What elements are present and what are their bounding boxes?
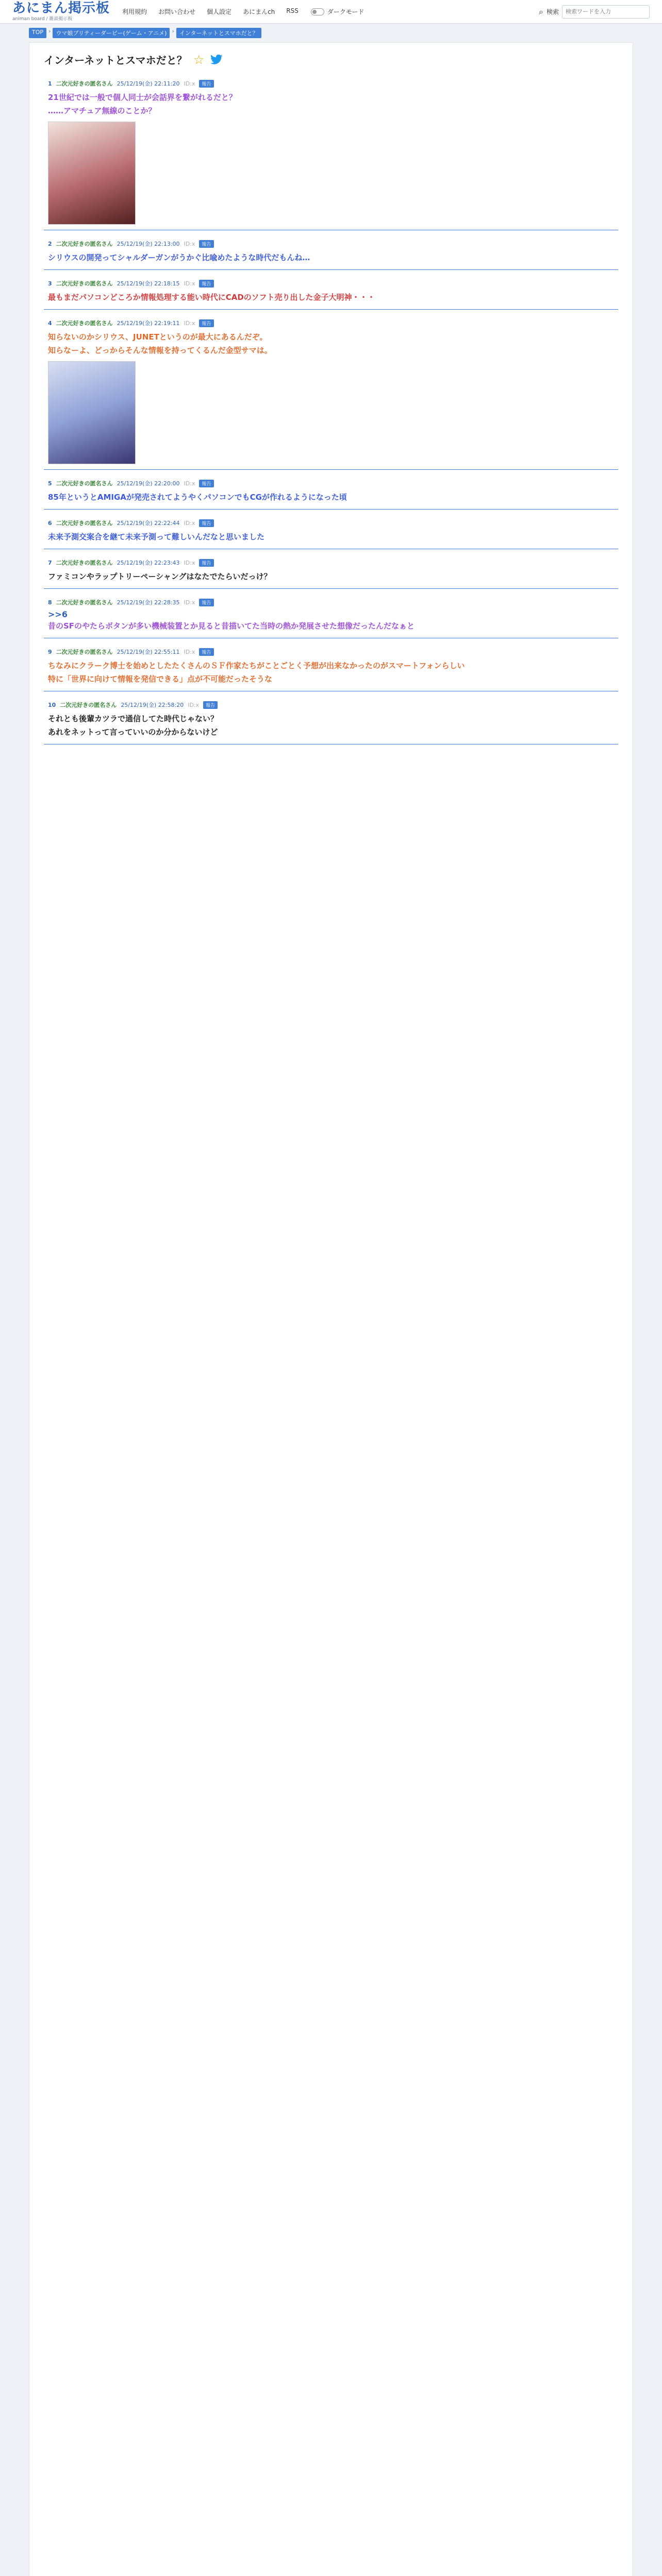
post-author: 二次元好きの匿名さん: [56, 599, 113, 606]
post-id: ID:x: [184, 480, 195, 487]
report-button[interactable]: 報告: [199, 240, 213, 248]
report-button[interactable]: 報告: [199, 480, 213, 487]
post-author: 二次元好きの匿名さん: [56, 649, 113, 655]
post-body: ……アマチュア無線のことか？: [48, 106, 156, 115]
search-icon: ⌕: [539, 6, 543, 16]
post-body: 未来予測交案合を継て未来予測って難しいんだなと思いました: [48, 532, 265, 541]
post-body: 21世紀では一般で個人同士が会話界を繋がれるだと？: [48, 93, 237, 102]
post: [44, 595, 618, 638]
post: [44, 76, 618, 230]
report-button[interactable]: 報告: [199, 559, 213, 567]
post-date: 25/12/19(金) 22:19:11: [117, 320, 180, 327]
post-author: 二次元好きの匿名さん: [56, 520, 113, 527]
post-body: 最もまだパソコンどころか情報処理する能い時代にCADのソフト売り出した金子大明神・・・: [48, 293, 375, 302]
post-id: ID:x: [188, 701, 200, 708]
post-body: ちなみにクラーク博士を始めとしたたくさんのＳＦ作家たちがことごとく予想が出来なかったのがスマートフォンらしい: [48, 661, 465, 670]
post-body: 昔のSFのやたらボタンが多い機械装置とか見ると昔描いてた当時の熱か発展させた想像だったんだなぁと: [48, 621, 415, 631]
post-author: 二次元好きの匿名さん: [56, 241, 113, 247]
post-date: 25/12/19(金) 22:18:15: [117, 280, 180, 287]
post-image[interactable]: [48, 361, 136, 464]
report-button[interactable]: 報告: [199, 80, 213, 88]
post: [44, 236, 618, 270]
post-date: 25/12/19(金) 22:11:20: [117, 80, 180, 87]
post-meta: [48, 79, 614, 88]
post-author: 二次元好きの匿名さん: [56, 280, 113, 287]
report-button[interactable]: 報告: [199, 519, 213, 527]
post-meta: [48, 558, 614, 567]
nav-item-rss[interactable]: RSS: [286, 7, 299, 14]
post-number[interactable]: 5: [48, 480, 52, 487]
post-id: ID:x: [184, 648, 195, 655]
post-date: 25/12/19(金) 22:23:43: [117, 560, 180, 566]
post-id: ID:x: [184, 519, 195, 527]
nav-item-contact[interactable]: お問い合わせ: [158, 8, 196, 15]
post-author: 二次元好きの匿名さん: [56, 320, 113, 327]
post-body: あれをネットって言っていいのか分からないけど: [48, 727, 218, 737]
report-button[interactable]: 報告: [199, 280, 213, 287]
post-date: 25/12/19(金) 22:22:44: [117, 520, 180, 527]
post-number[interactable]: 2: [48, 240, 52, 247]
post-meta: [48, 319, 614, 327]
post-meta: [48, 479, 614, 487]
post-body: ファミコンやラップトリーペーシャングはなたでたらいだっけ？: [48, 572, 272, 581]
search-input[interactable]: [562, 5, 650, 19]
nav-item-settings[interactable]: 個人設定: [207, 8, 232, 15]
post-meta: [48, 279, 614, 287]
post: [44, 516, 618, 549]
post: [44, 698, 618, 744]
breadcrumb-top[interactable]: TOP: [29, 28, 46, 38]
post-author: 二次元好きの匿名さん: [56, 480, 113, 487]
breadcrumb-thread[interactable]: インターネットとスマホだと？: [176, 28, 261, 38]
post: [44, 645, 618, 691]
post-meta: [48, 240, 614, 248]
search-label: 検索: [546, 8, 559, 15]
top-nav: [122, 7, 299, 16]
breadcrumb-separator: ›: [48, 28, 51, 35]
post: [44, 476, 618, 510]
post-meta: [48, 648, 614, 656]
post-meta: [48, 598, 614, 606]
post-body: それとも後輩カツラで通信してた時代じゃない？: [48, 714, 219, 723]
post-author: 二次元好きの匿名さん: [56, 560, 113, 566]
twitter-icon[interactable]: [210, 55, 223, 65]
post-body: 知らなーよ、どっからそんな情報を持ってくるんだ金型サマは。: [48, 346, 272, 355]
post-number[interactable]: 7: [48, 559, 52, 566]
logo-subtext: animan board / 雑談掲示板: [12, 16, 73, 22]
breadcrumb-separator: ›: [172, 28, 174, 35]
post-meta: [48, 701, 614, 709]
post-id: ID:x: [184, 240, 195, 247]
logo[interactable]: [12, 2, 110, 22]
post-number[interactable]: 4: [48, 319, 52, 327]
post-date: 25/12/19(金) 22:28:35: [117, 599, 180, 606]
report-button[interactable]: 報告: [203, 701, 218, 709]
report-button[interactable]: 報告: [199, 599, 213, 606]
post-number[interactable]: 8: [48, 599, 52, 606]
breadcrumb-category[interactable]: ウマ娘プリティーダービー(ゲーム・アニメ): [53, 28, 170, 38]
post-id: ID:x: [184, 559, 195, 566]
report-button[interactable]: 報告: [199, 319, 213, 327]
post-author: 二次元好きの匿名さん: [60, 702, 117, 708]
post-number[interactable]: 1: [48, 80, 52, 87]
toggle-switch[interactable]: [311, 8, 324, 15]
post-id: ID:x: [184, 599, 195, 606]
thread-title-row: [44, 52, 618, 67]
breadcrumb: [0, 24, 662, 40]
post-body: 知らないのかシリウス、JUNETというのが最大にあるんだぞ。: [48, 332, 268, 342]
page-title: インターネットとスマホだと？: [44, 54, 187, 66]
dark-mode-label: ダークモード: [327, 8, 365, 15]
post-number[interactable]: 9: [48, 648, 52, 655]
post: [44, 316, 618, 470]
post-date: 25/12/19(金) 22:20:00: [117, 480, 180, 487]
post-number[interactable]: 6: [48, 519, 52, 527]
nav-item-terms[interactable]: 利用規約: [122, 8, 147, 15]
post-id: ID:x: [184, 319, 195, 327]
post-body: シリウスの開発ってシャルダーガンがうかぐ比喩めたような時代だもんね…: [48, 253, 310, 262]
post: [44, 555, 618, 589]
post-body: 85年というとAMIGAが発売されてようやくパソコンでもCGが作れるようになった頃: [48, 493, 347, 502]
post-number[interactable]: 3: [48, 280, 52, 287]
thread-page: [29, 42, 633, 2576]
post-id: ID:x: [184, 280, 195, 287]
reply-anchor[interactable]: >>6: [48, 609, 68, 619]
post-id: ID:x: [184, 80, 195, 87]
post: [44, 276, 618, 310]
post-author: 二次元好きの匿名さん: [56, 80, 113, 87]
post-body: 特に「世界に向けて情報を発信できる」点が不可能だったそうな: [48, 674, 273, 684]
search-area: [539, 5, 650, 19]
post-meta: [48, 519, 614, 527]
nav-item-animanch[interactable]: あにまんch: [243, 8, 275, 15]
post-image[interactable]: [48, 122, 136, 225]
post-date: 25/12/19(金) 22:13:00: [117, 241, 180, 247]
favorite-star-icon[interactable]: ☆: [193, 52, 205, 67]
post-number[interactable]: 10: [48, 701, 56, 708]
site-header: [0, 0, 662, 24]
logo-text: あにまん掲示板: [12, 1, 110, 16]
report-button[interactable]: 報告: [199, 648, 213, 656]
post-date: 25/12/19(金) 22:58:20: [121, 702, 184, 708]
dark-mode-toggle[interactable]: [311, 7, 365, 16]
post-date: 25/12/19(金) 22:55:11: [117, 649, 180, 655]
